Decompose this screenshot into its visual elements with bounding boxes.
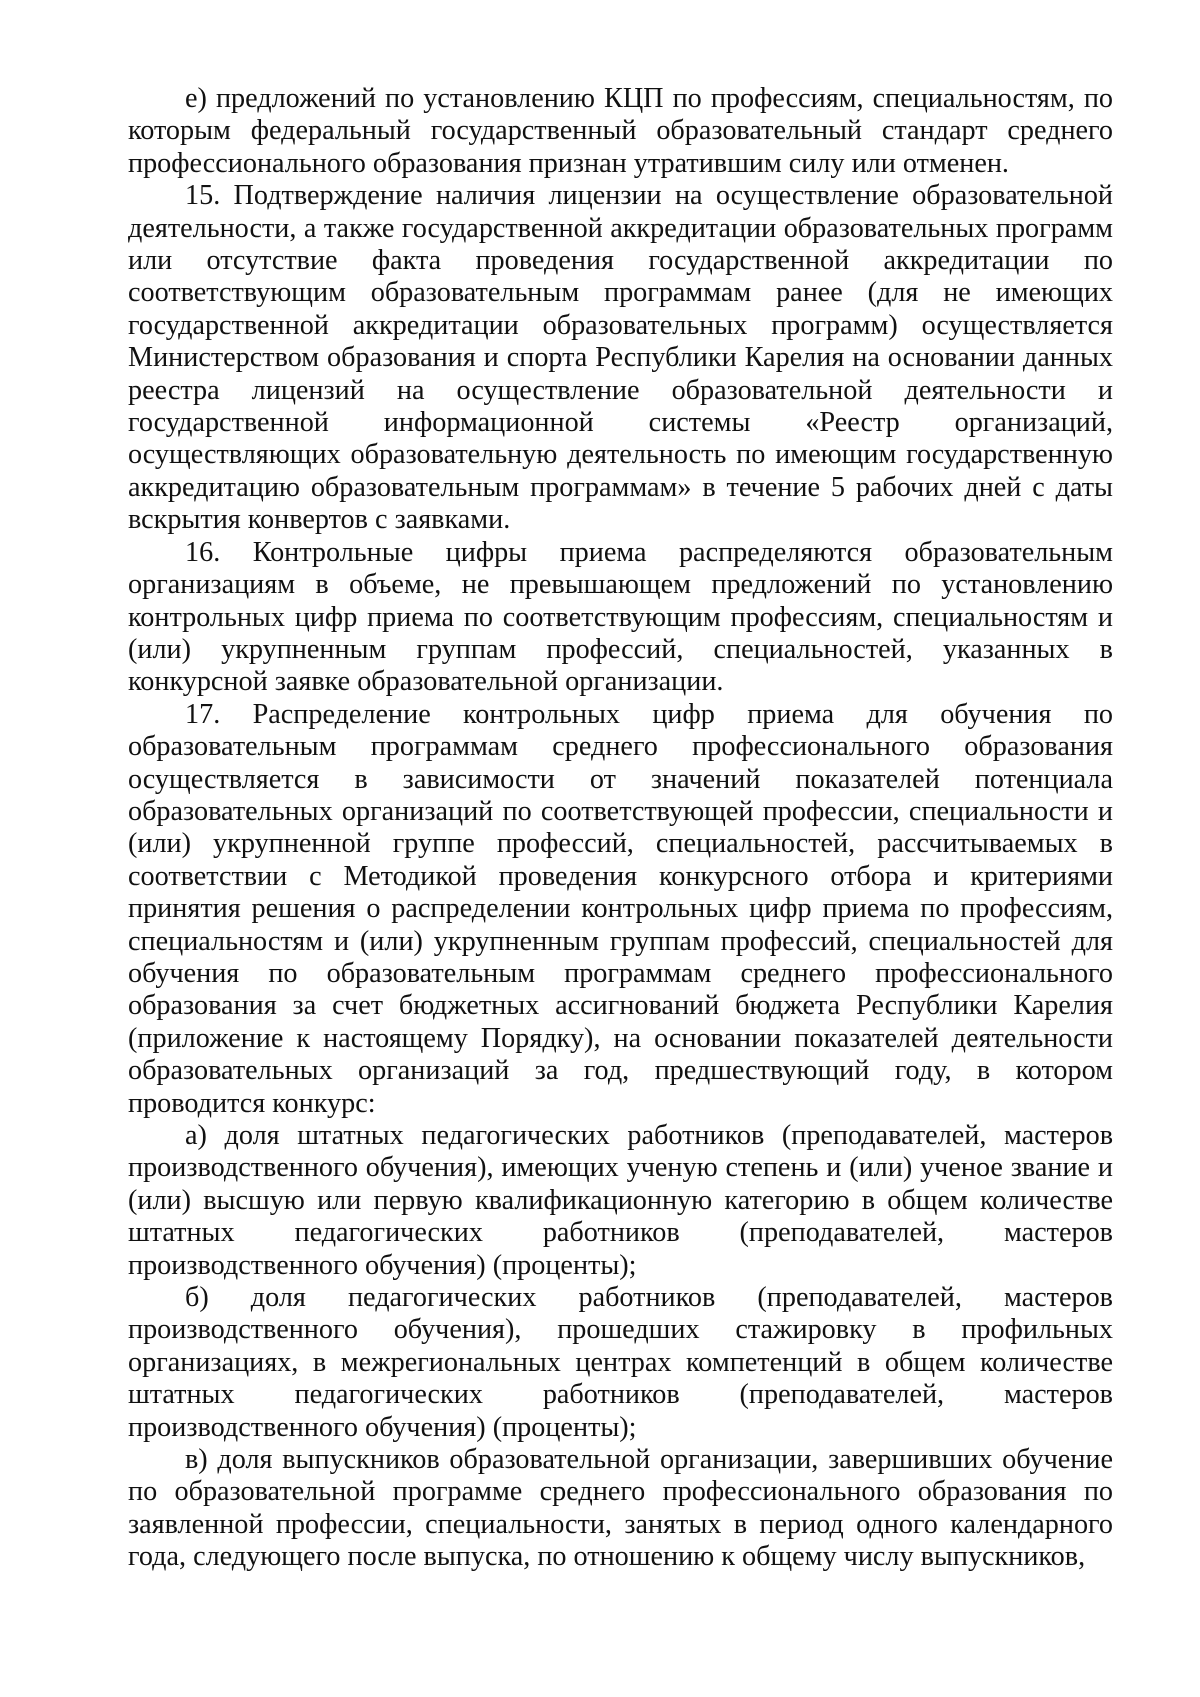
paragraph-17: 17. Распределение контрольных цифр приема для обучения по образовательным программам среднего профессионального образования осуществляется в зависимости от значений показателей потенциала образовательных организаций по соответствующей профессии, специальности и (или) укрупненной группе профессий, специальностей, рассчитываемых в соответствии с Методикой проведения конкурсного отбора и критериями принятия решения о распределении контрольных цифр приема по профессиям, специальностям и (или) укрупненным группам профессий, специальностей для обучения по образовательным программам среднего профессионального образования за счет бюджетных ассигнований бюджета Республики Карелия (приложение к настоящему Порядку), на основании показателей деятельности образовательных организаций за год, предшествующий году, в котором проводится конкурс: xyxy=(128,698,1113,1119)
paragraph-item-a: а) доля штатных педагогических работников (преподавателей, мастеров производственного обучения), имеющих ученую степень и (или) ученое звание и (или) высшую или первую квалификационную категорию в общем количестве штатных педагогических работников (преподавателей, мастеров производственного обучения) (проценты); xyxy=(128,1120,1113,1281)
paragraph-16: 16. Контрольные цифры приема распределяются образовательным организациям в объеме, не превышающем предложений по установлению контрольных цифр приема по соответствующим профессиям, специальностям и (или) укрупненным группам профессий, специальностей, указанных в конкурсной заявке образовательной организации. xyxy=(128,536,1113,698)
paragraph-item-b: б) доля педагогических работников (преподавателей, мастеров производственного обучения), прошедших стажировку в профильных организациях, в межрегиональных центрах компетенций в общем количестве штатных педагогических работников (преподавателей, мастеров производственного обучения) (проценты); xyxy=(128,1282,1113,1443)
paragraph-item-v: в) доля выпускников образовательной организации, завершивших обучение по образовательной программе среднего профессионального образования по заявленной профессии, специальности, занятых в период одного календарного года, следующего после выпуска, по отношению к общему числу выпускников, xyxy=(128,1444,1113,1573)
paragraph-15: 15. Подтверждение наличия лицензии на осуществление образовательной деятельности, а также государственной аккредитации образовательных программ или отсутствие факта проведения государственной аккредитации по соответствующим образовательным программам ранее (для не имеющих государственной аккредитации образовательных программ) осуществляется Министерством образования и спорта Республики Карелия на основании данных реестра лицензий на осуществление образовательной деятельности и государственной информационной системы «Реестр организаций, осуществляющих образовательную деятельность по имеющим государственную аккредитацию образовательным программам» в течение 5 рабочих дней с даты вскрытия конвертов с заявками. xyxy=(128,180,1113,536)
document-body xyxy=(128,83,1113,1574)
paragraph-item-e: е) предложений по установлению КЦП по профессиям, специальностям, по которым федеральный государственный образовательный стандарт среднего профессионального образования признан утратившим силу или отменен. xyxy=(128,83,1113,179)
